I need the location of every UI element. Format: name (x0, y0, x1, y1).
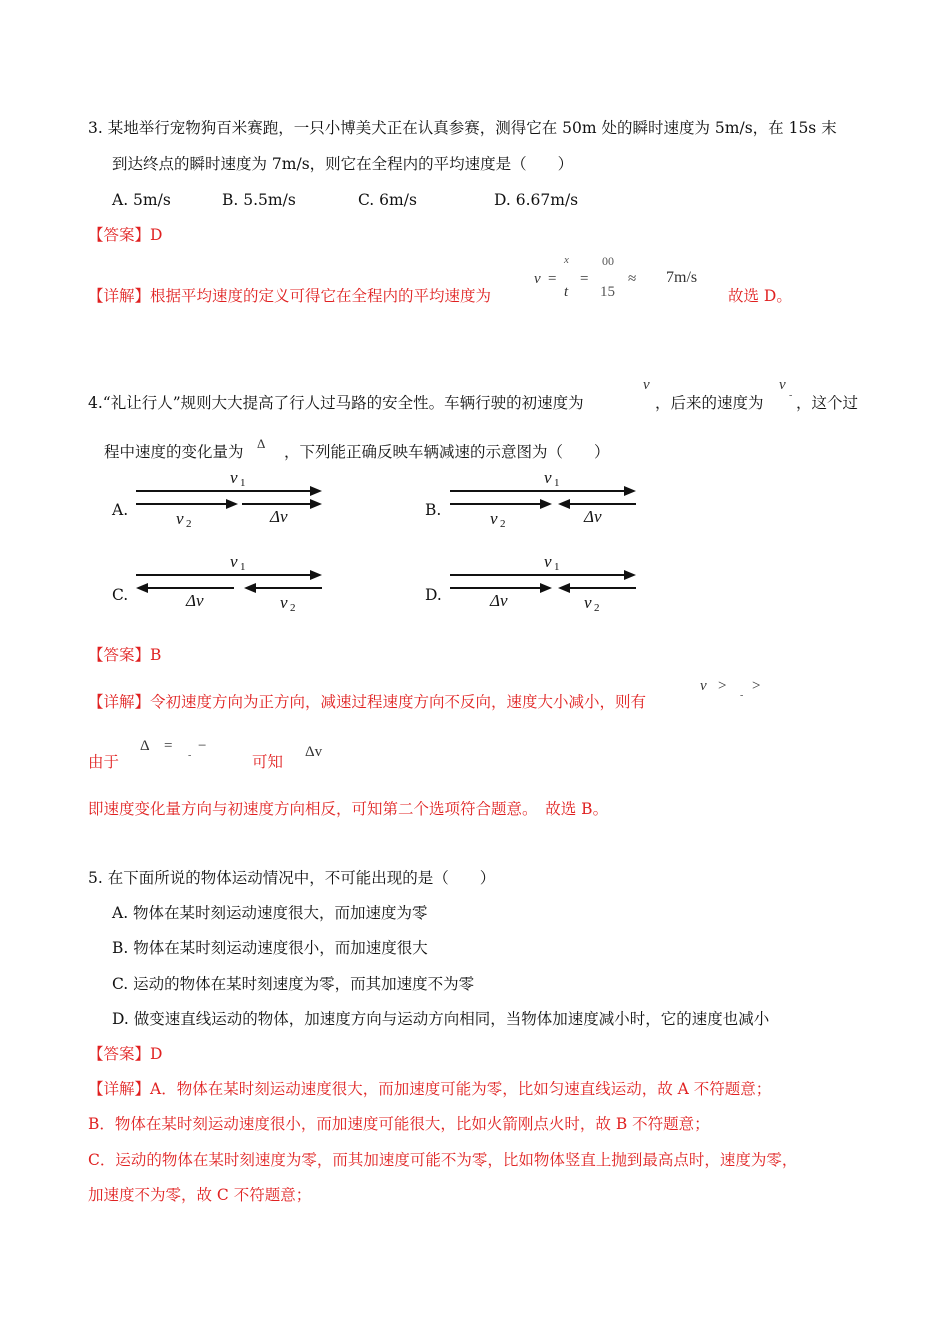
dv-label: Δv (490, 591, 508, 610)
q5-detail-line4: 加速度不为零，故 C 不符题意； (88, 1186, 312, 1204)
q5-detail-line2: B．物体在某时刻运动速度很小，而加速度可能很大，比如火箭刚点火时，故 B 不符题意； (88, 1115, 710, 1133)
q4-stem-text2b: ，下列能正确反映车辆减速的示意图为（ ） (284, 443, 610, 461)
q4-detail-line2-prefix: 由于 (88, 753, 120, 771)
q4-ineq-v: v (700, 678, 707, 694)
q3-detail-end: 故选 D。 (728, 287, 792, 305)
v2-arrow (244, 583, 322, 593)
svg-text:v: v (544, 468, 552, 487)
q4-answer: 【答案】B (88, 646, 162, 664)
q4-option-d[interactable]: D. (425, 586, 442, 604)
q5-detail-line3: C．运动的物体在某时刻速度为零，而其加速度可能不为零，比如物体竖直上抛到最高点时，速度为零， (88, 1151, 798, 1169)
q4-delta-v: Δv (305, 744, 323, 760)
v1-arrow (450, 570, 636, 580)
v2-arrow (558, 583, 636, 593)
svg-text:v: v (230, 468, 238, 487)
v2-label (176, 509, 192, 530)
q3-detail: 【详解】根据平均速度的定义可得它在全程内的平均速度为 (88, 287, 492, 305)
q4-stem-text1c: ，这个过 (796, 394, 859, 412)
q4-diagram-b[interactable] (444, 466, 644, 530)
q3-formula-v: v (534, 271, 541, 287)
dv-label: Δv (270, 507, 288, 526)
q3-option-d[interactable]: D. 6.67m/s (494, 191, 579, 209)
v1-label (230, 468, 246, 489)
dv-arrow (136, 583, 234, 593)
q4-eq-minus: − (198, 738, 207, 754)
q3-formula-eq: = (548, 271, 557, 287)
q4-stem-text1b: ，后来的速度为 (655, 394, 764, 412)
v1-label (544, 552, 560, 573)
svg-text:2: 2 (594, 602, 600, 614)
svg-text:v: v (280, 593, 288, 612)
svg-text:1: 1 (240, 561, 246, 573)
q4-eq-sub: - (188, 750, 192, 761)
q5-detail-line1: 【详解】A．物体在某时刻运动速度很大，而加速度可能为零，比如匀速直线运动，故 A 不符题意； (88, 1080, 772, 1098)
q3-formula-t: t (564, 284, 569, 300)
v1-arrow (136, 486, 322, 496)
q4-ineq-sub: - (740, 690, 744, 701)
q4-stem-line1 (88, 393, 584, 413)
q5-stem: 5. 在下面所说的物体运动情况中，不可能出现的是（ ） (88, 869, 496, 887)
v2-label (584, 593, 600, 614)
svg-text:v: v (544, 552, 552, 571)
q4-inequality (698, 678, 778, 708)
svg-text:v: v (230, 552, 238, 571)
q4-detail-line2-mid: 可知 (252, 753, 284, 771)
v1-arrow (136, 570, 322, 580)
q4-stem-line2: 程中速度的变化量为 (104, 443, 244, 461)
q3-formula-result: 7m/s (666, 269, 698, 286)
q3-formula (530, 254, 730, 308)
v1-label (230, 552, 246, 573)
q4-symbol-v2: v (779, 377, 786, 393)
q4-symbol-delta: Δ (257, 436, 266, 451)
q4-detail-line1: 【详解】令初速度方向为正方向，减速过程速度方向不反向，速度大小减小，则有 (88, 693, 647, 711)
svg-text:1: 1 (554, 477, 560, 489)
q5-option-b[interactable]: B. 物体在某时刻运动速度很小，而加速度很大 (112, 939, 428, 957)
q3-formula-num: 00 (602, 254, 614, 268)
svg-text:v: v (584, 593, 592, 612)
q4-symbol-v2-sub: - (789, 390, 793, 401)
svg-text:1: 1 (554, 561, 560, 573)
dv-label: Δv (584, 507, 602, 526)
q4-diagram-d[interactable] (444, 550, 644, 614)
q3-stem-line1: 3. 某地举行宠物狗百米赛跑，一只小博美犬正在认真参赛，测得它在 50m 处的瞬时速度为 5m/s，在 15s 末 (88, 119, 837, 137)
q4-option-b[interactable]: B. (425, 501, 442, 519)
q5-answer: 【答案】D (88, 1045, 163, 1063)
v2-arrow (450, 499, 552, 509)
q3-answer: 【答案】D (88, 226, 163, 244)
q3-option-c[interactable]: C. 6m/s (358, 191, 417, 209)
v1-arrow (450, 486, 636, 496)
v2-label (490, 509, 506, 530)
q5-option-d[interactable]: D. 做变速直线运动的物体，加速度方向与运动方向相同，当物体加速度减小时，它的速度也减小 (112, 1010, 770, 1028)
q4-eq-delta: Δ (140, 738, 150, 754)
q3-stem-line2: 到达终点的瞬时速度为 7m/s，则它在全程内的平均速度是（ ） (112, 155, 574, 173)
q5-option-a[interactable]: A. 物体在某时刻运动速度很大，而加速度为零 (112, 904, 428, 922)
q4-diagram-a[interactable] (130, 466, 330, 530)
q4-ineq-gt2: > (752, 678, 761, 694)
q4-option-a[interactable]: A. (112, 501, 129, 519)
svg-text:1: 1 (240, 477, 246, 489)
q3-formula-den: 15 (600, 284, 615, 300)
q4-diagram-c[interactable] (130, 550, 330, 614)
dv-label: Δv (186, 591, 204, 610)
q3-formula-eq2: = (580, 271, 589, 287)
svg-text:v: v (490, 509, 498, 528)
v1-label (544, 468, 560, 489)
svg-text:2: 2 (186, 518, 192, 530)
v2-label (280, 593, 296, 614)
q4-eq-equals: = (164, 738, 173, 754)
v2-arrow (136, 499, 238, 509)
q4-detail-line3: 即速度变化量方向与初速度方向相反，可知第二个选项符合题意。 故选 B。 (88, 800, 609, 818)
q4-symbol-v1: v (643, 377, 650, 393)
svg-text:2: 2 (290, 602, 296, 614)
q3-formula-x: x (564, 254, 569, 266)
q4-stem-text1: 4.“礼让行人”规则大大提高了行人过马路的安全性。车辆行驶的初速度为 (88, 394, 584, 412)
q4-ineq-gt1: > (718, 678, 727, 694)
svg-text:2: 2 (500, 518, 506, 530)
q4-equation (138, 738, 248, 768)
svg-text:v: v (176, 509, 184, 528)
q3-option-b[interactable]: B. 5.5m/s (222, 191, 296, 209)
q3-option-a[interactable]: A. 5m/s (112, 191, 171, 209)
q4-option-c[interactable]: C. (112, 586, 129, 604)
q5-option-c[interactable]: C. 运动的物体在某时刻速度为零，而其加速度不为零 (112, 975, 475, 993)
q3-formula-approx: ≈ (628, 271, 637, 287)
